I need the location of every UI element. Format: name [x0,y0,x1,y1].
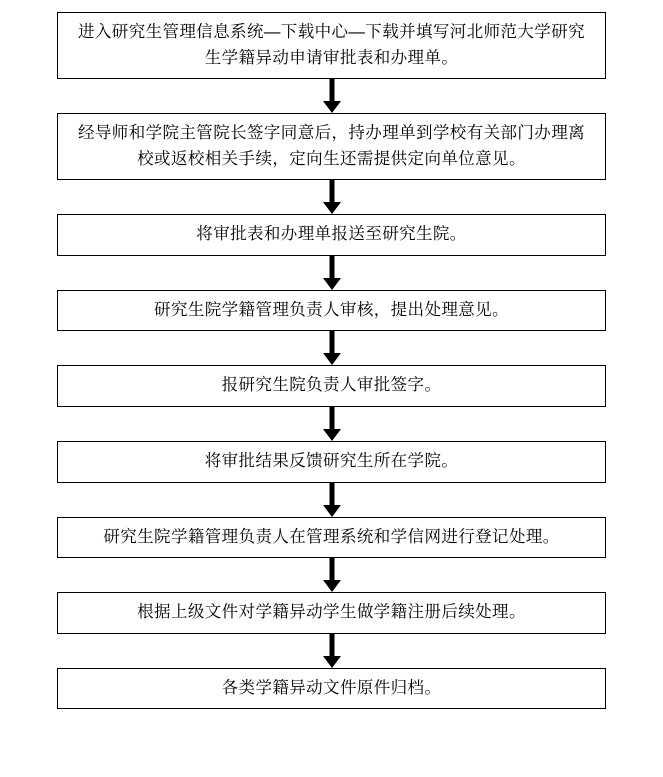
flow-arrow-down-icon [321,483,343,517]
flowchart-node-step-9 [57,668,606,710]
arrow-head [323,202,341,214]
arrow-shaft [329,483,334,506]
flow-arrow-down-icon [321,558,343,592]
arrow-head [323,101,341,113]
arrow-head [323,505,341,517]
flow-arrow-down-icon [321,634,343,668]
arrow-shaft [329,180,334,203]
flowchart-node-step-3 [57,214,606,256]
flowchart-node-text: 将审批结果反馈研究生所在学院。 [204,451,459,470]
arrow-shaft [329,331,334,354]
flowchart-node-text: 进入研究生管理信息系统—下载中心—下载并填写河北师范大学研究生学籍异动申请审批表和办理单。 [78,23,585,67]
arrow-shaft [329,79,334,102]
flowchart-node-text: 将审批表和办理单报送至研究生院。 [196,225,467,244]
arrow-head [323,353,341,365]
flowchart-node-text: 研究生院学籍管理负责人在管理系统和学信网进行登记处理。 [103,527,560,546]
arrow-shaft [329,634,334,657]
flowchart-node-text: 报研究生院负责人审批签字。 [221,376,442,395]
flowchart-node-text: 根据上级文件对学籍异动学生做学籍注册后续处理。 [137,603,526,622]
flow-arrow-down-icon [321,256,343,290]
flowchart-node-step-2 [57,113,606,180]
flowchart-node-step-7 [57,517,606,559]
arrow-head [323,656,341,668]
flowchart-node-step-4 [57,290,606,332]
flowchart-node-step-1 [57,12,606,79]
flowchart-node-step-6 [57,441,606,483]
flow-arrow-down-icon [321,407,343,441]
flowchart-node-step-8 [57,592,606,634]
flowchart-node-step-5 [57,365,606,407]
arrow-shaft [329,407,334,430]
flow-arrow-down-icon [321,331,343,365]
flow-arrow-down-icon [321,79,343,113]
flowchart-node-text: 经导师和学院主管院长签字同意后，持办理单到学校有关部门办理离校或返校相关手续，定向生还需提供定向单位意见。 [78,124,585,168]
flowchart-node-text: 各类学籍异动文件原件归档。 [221,678,442,697]
arrow-shaft [329,558,334,581]
arrow-shaft [329,256,334,279]
flowchart-node-text: 研究生院学籍管理负责人审核，提出处理意见。 [154,300,509,319]
arrow-head [323,429,341,441]
flow-arrow-down-icon [321,180,343,214]
arrow-head [323,580,341,592]
arrow-head [323,278,341,290]
